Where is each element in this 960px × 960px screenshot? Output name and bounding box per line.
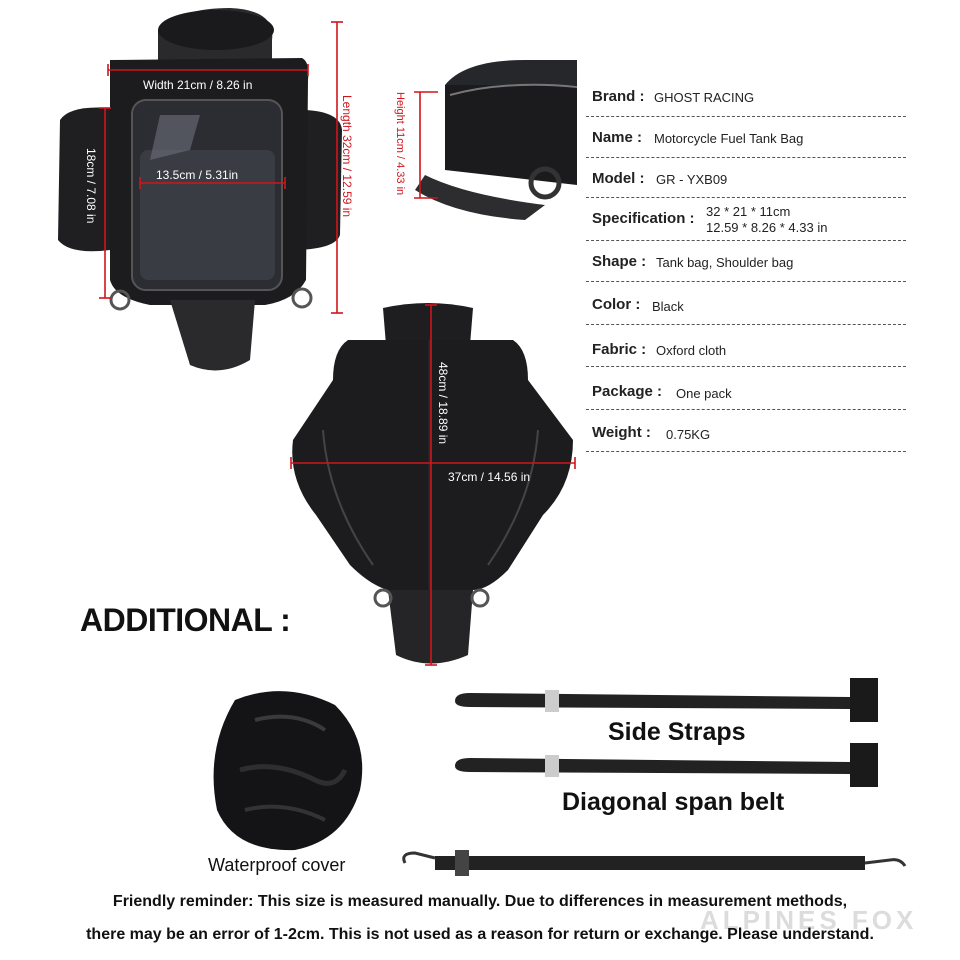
spec-row-name: Name : Motorcycle Fuel Tank Bag	[586, 116, 906, 158]
spec-row-model: Model : GR - YXB09	[586, 157, 906, 198]
watermark-logo: ALPINES FOX	[700, 905, 918, 935]
spec-row-color: Color : Black	[586, 281, 906, 325]
spec-row-weight: Weight : 0.75KG	[586, 409, 906, 452]
height-dimension-label: Height 11cm / 4.33 in	[394, 92, 406, 196]
spec-row-specification: Specification : 32 * 21 * 11cm 12.59 * 8.26 * 4.33 in	[586, 197, 906, 241]
spec-row-package: Package : One pack	[586, 366, 906, 410]
dimension-lines-base	[285, 295, 585, 675]
base-width-dimension-label: 37cm / 14.56 in	[448, 470, 531, 484]
side-height-dimension-label: 18cm / 7.08 in	[84, 148, 98, 224]
dimension-lines-top	[0, 0, 360, 330]
length-dimension-label: Length 32cm / 12.59 in	[340, 95, 354, 218]
height-dimension-line	[400, 80, 440, 210]
diagonal-belt-photo	[395, 838, 915, 888]
waterproof-cover-photo	[205, 680, 370, 855]
reminder-line-1: Friendly reminder: This size is measured manually. Due to differences in measurement methods,	[112, 893, 848, 910]
window-width-dimension-label: 13.5cm / 5.31in	[156, 168, 239, 182]
additional-heading: ADDITIONAL :	[80, 602, 291, 638]
diagonal-span-belt-label: Diagonal span belt	[562, 788, 785, 816]
spec-row-fabric: Fabric : Oxford cloth	[586, 324, 906, 367]
side-strap-2-photo	[455, 738, 885, 793]
base-length-dimension-label: 48cm / 18.89 in	[436, 362, 450, 445]
spec-row-shape: Shape : Tank bag, Shoulder bag	[586, 240, 906, 282]
side-straps-label: Side Straps	[608, 718, 746, 746]
reminder-line-2: there may be an error of 1-2cm. This is not used as a reason for return or exchange. Please understand.	[86, 926, 874, 943]
width-dimension-label: Width 21cm / 8.26 in	[143, 78, 253, 92]
waterproof-cover-label: Waterproof cover	[208, 855, 346, 875]
spec-row-brand: Brand : GHOST RACING	[586, 82, 906, 117]
